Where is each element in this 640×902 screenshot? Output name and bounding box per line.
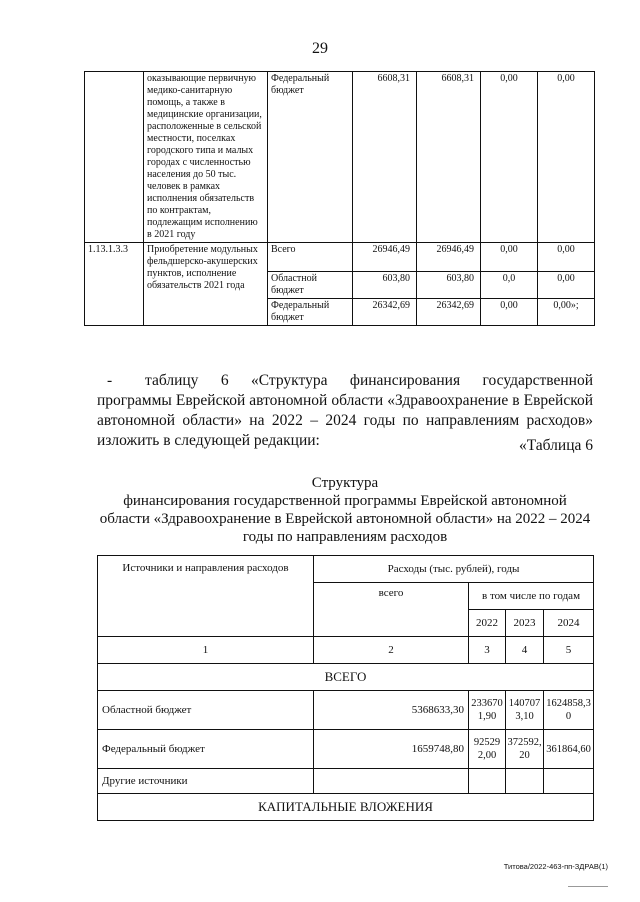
year-cell: 0,00	[481, 243, 538, 272]
page-number: 29	[312, 40, 328, 57]
year-2023-cell: 372592,20	[506, 730, 544, 769]
header-year: 2022	[469, 610, 506, 637]
source-cell: Всего	[268, 243, 353, 272]
row-label: Другие источники	[98, 769, 314, 794]
year-cell: 0,00»;	[538, 299, 595, 326]
year-cell: 603,80	[417, 272, 481, 299]
year-cell: 0,00	[481, 299, 538, 326]
funding-structure-table	[97, 555, 594, 821]
section-row	[98, 664, 594, 691]
table-row	[98, 769, 594, 794]
source-cell: Областной бюджет	[268, 272, 353, 299]
header-by-year: в том числе по годам	[469, 583, 594, 610]
total-cell: 26342,69	[353, 299, 417, 326]
total-cell: 1659748,80	[314, 730, 469, 769]
footer-divider	[568, 886, 608, 887]
total-cell: 26946,49	[353, 243, 417, 272]
header-expenses: Расходы (тыс. рублей), годы	[314, 556, 594, 583]
header-year: 2024	[544, 610, 594, 637]
heading-title: Структура	[311, 475, 379, 491]
list-dash: -	[107, 372, 113, 389]
year-2024-cell	[544, 769, 594, 794]
year-cell: 0,00	[481, 72, 538, 243]
year-cell: 0,00	[538, 243, 595, 272]
row-label: Федеральный бюджет	[98, 730, 314, 769]
funding-table-continued	[84, 71, 595, 326]
header-total: всего	[314, 583, 469, 637]
total-cell	[314, 769, 469, 794]
activity-name-cell: оказывающие первичную медико-санитарную помощь, а также в медицинские организации, расположенные в сельской местности, поселках городского типа и малых городах с численностью населения до 50 тыс. человек в рамках исполнения обязательств по контрактам, подлежащим исполнению в 2021 году	[144, 72, 268, 243]
table-heading	[97, 474, 593, 546]
code-cell	[85, 72, 144, 243]
source-cell: Федеральный бюджет	[268, 299, 353, 326]
year-2024-cell: 1624858,30	[544, 691, 594, 730]
col-number: 2	[314, 637, 469, 664]
heading-subtitle: финансирования государственной программы Еврейской автономной области «Здравоохранение в Еврейской автономной области» на 2022 – 2024 годы по направлениям расходов	[99, 493, 591, 545]
section-row	[98, 794, 594, 821]
column-number-row	[98, 637, 594, 664]
source-cell: Федеральный бюджет	[268, 72, 353, 243]
year-2023-cell: 1407073,10	[506, 691, 544, 730]
year-2022-cell: 2336701,90	[469, 691, 506, 730]
table-row	[98, 691, 594, 730]
col-number: 3	[469, 637, 506, 664]
col-number: 5	[544, 637, 594, 664]
table-reference: «Таблица 6	[518, 437, 593, 454]
year-cell: 0,00	[538, 72, 595, 243]
year-2022-cell	[469, 769, 506, 794]
amendment-text: таблицу 6 «Структура финансирования государственной программы Еврейской автономной области «Здравоохранение в Еврейской автономной области» на 2022 – 2024 годы по направлениям расходов» изложить в следующей редакции:	[97, 372, 593, 449]
year-2024-cell: 361864,60	[544, 730, 594, 769]
table-row	[85, 72, 595, 243]
year-cell: 0,0	[481, 272, 538, 299]
document-footer: Титова/2022-463-пп-ЗДРАВ(1)	[503, 862, 608, 871]
section-capital-label: КАПИТАЛЬНЫЕ ВЛОЖЕНИЯ	[98, 794, 594, 821]
year-2023-cell	[506, 769, 544, 794]
total-cell: 5368633,30	[314, 691, 469, 730]
year-2022-cell: 925292,00	[469, 730, 506, 769]
year-cell: 26946,49	[417, 243, 481, 272]
section-total-label: ВСЕГО	[98, 664, 594, 691]
total-cell: 603,80	[353, 272, 417, 299]
row-label: Областной бюджет	[98, 691, 314, 730]
header-year: 2023	[506, 610, 544, 637]
header-sources: Источники и направления расходов	[98, 556, 314, 637]
table-row	[98, 730, 594, 769]
year-cell: 6608,31	[417, 72, 481, 243]
table-header-row	[98, 556, 594, 583]
activity-name-cell: Приобретение модульных фельдшерско-акушерских пунктов, исполнение обязательств 2021 года	[144, 243, 268, 326]
total-cell: 6608,31	[353, 72, 417, 243]
code-cell: 1.13.1.3.3	[85, 243, 144, 326]
col-number: 1	[98, 637, 314, 664]
table-row	[85, 243, 595, 272]
year-cell: 0,00	[538, 272, 595, 299]
year-cell: 26342,69	[417, 299, 481, 326]
col-number: 4	[506, 637, 544, 664]
